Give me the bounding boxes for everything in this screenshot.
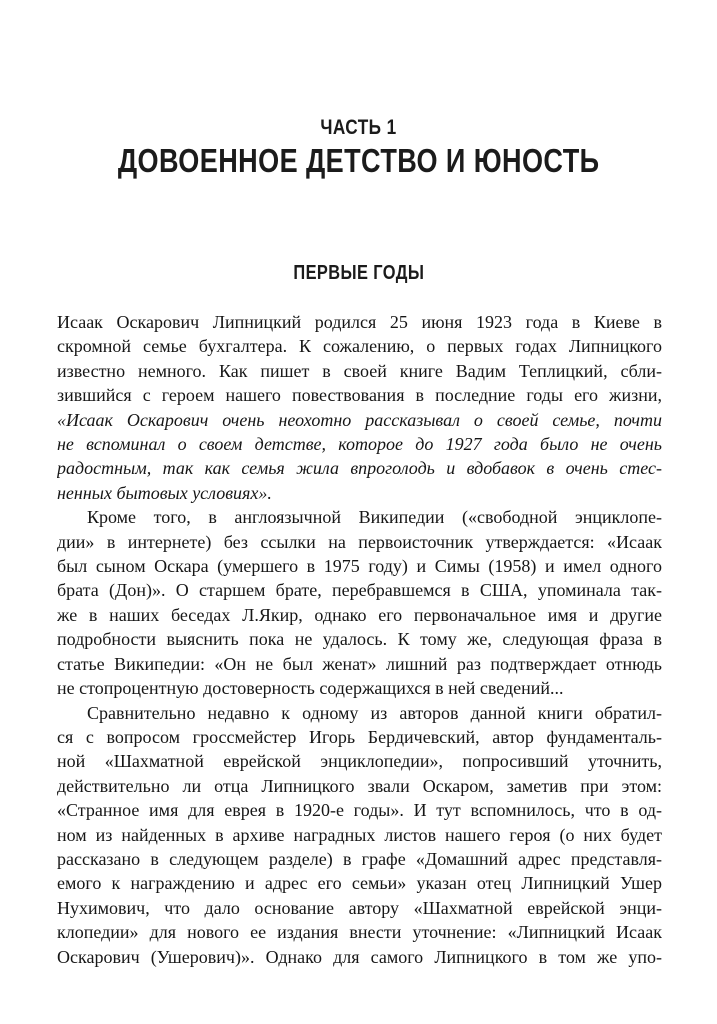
part-title-text: ДОВОЕННОЕ ДЕТСТВО И ЮНОСТЬ [117,142,600,179]
text-line: Исаак Оскарович Липницкий родился 25 июня 1923 года в Киеве в [57,312,662,332]
part-label-text: ЧАСТЬ 1 [320,116,397,139]
text-line: емого к награждению и адрес его семьи» указан отец Липницкий Ушер [57,873,662,894]
text-line: подробности выяснить пока не удалось. К тому же, следующая фраза в [57,629,662,650]
section-title [0,263,717,283]
paragraph [57,310,662,505]
text-line: «Исаак Оскарович очень неохотно рассказывал о своей семье, почти [57,409,662,430]
text-line: ном из найденных в архиве наградных листов нашего героя (о них будет [57,824,662,845]
text-line: ся с вопросом гроссмейстер Игорь Бердичевский, автор фундаменталь- [57,726,662,747]
text-line: «Странное имя для еврея в 1920-е годы». И тут вспомнилось, что в од- [57,800,662,821]
text-line: клопедии» для нового ее издания внести уточнение: «Липницкий Исаак [57,922,662,943]
text-line: рассказано в следующем разделе) в графе «Домашний адрес представля- [57,848,662,869]
text-line: скромной семье бухгалтера. К сожалению, о первых годах Липницкого [57,336,662,357]
text-line: радостным, так как семья жила впроголодь и вдобавок в очень стес- [57,458,662,479]
text-line: зившийся с героем нашего повествования в последние годы его жизни, [57,385,662,406]
body-text [57,310,662,969]
text-line: же в наших беседах Л.Якир, однако его первоначальное имя и другие [57,604,662,625]
text-line: Кроме того, в англоязычной Википедии («свободной энциклопе- [87,507,662,528]
text-line: был сыном Оскара (умершего в 1975 году) и Симы (1958) и имел одного [57,556,662,577]
text-line: не вспоминал о своем детстве, которое до 1927 года было не очень [57,434,662,455]
section-title-text: ПЕРВЫЕ ГОДЫ [293,262,424,284]
text-line: действительно ли отца Липницкого звали Оскаром, заметив при этом: [57,775,662,796]
part-label [0,117,717,138]
paragraph [57,701,662,969]
text-line: ной «Шахматной еврейской энциклопедии», попросивший уточнить, [57,751,662,772]
text-line: не стопроцентную достоверность содержащихся в ней сведений... [57,678,564,699]
text-line: дии» в интернете) без ссылки на первоисточник утверждается: «Исаак [57,531,662,552]
text-line: брата (Дон)». О старшем брате, перебравшемся в США, упоминала так- [57,580,662,601]
text-line: Оскарович (Ушерович)». Однако для самого Липницкого в том же упо- [57,946,662,967]
text-line: статье Википедии: «Он не был женат» лишний раз подтверждает отнюдь [57,653,662,674]
paragraph [57,505,662,700]
text-line: известно немного. Как пишет в своей книге Вадим Теплицкий, сбли- [57,360,662,381]
text-line: Сравнительно недавно к одному из авторов данной книги обратил- [87,702,662,723]
part-title [0,144,717,177]
text-line: ненных бытовых условиях». [57,482,272,503]
text-line: Нухимович, что дало основание автору «Шахматной еврейской энци- [57,897,662,918]
